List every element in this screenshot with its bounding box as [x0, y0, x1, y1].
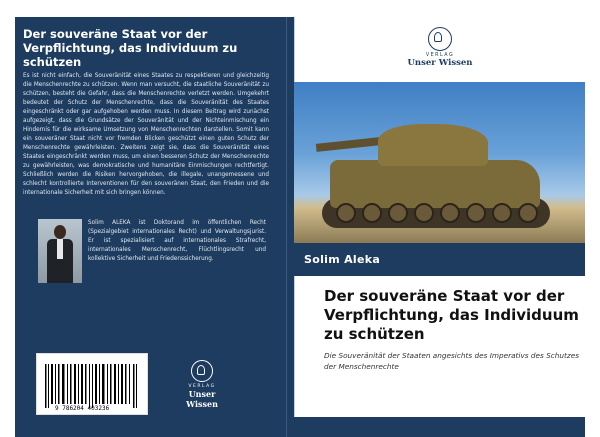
barcode-digits: 9 786204 403236 [55, 405, 110, 412]
tank-wheel [414, 203, 434, 223]
front-title: Der souveräne Staat vor der Verpflichtung, das Individuum zu schützen [324, 287, 579, 343]
publisher-logo-back [176, 360, 228, 408]
publisher-emblem-icon [191, 360, 213, 382]
tank-wheel [518, 203, 538, 223]
publisher-verlag-label: VERLAG [425, 53, 455, 58]
back-cover-blurb: Es ist nicht einfach, die Souveränität eines Staates zu respektieren und gleichzeitig die Menschenrechte zu schützen. Wenn man versucht, die staatliche Souveränität zu schützen, besteht die Gefahr, dass die Menschenrechte verletzt werden. Umgekehrt bedeutet der Schutz der Menschenrechte, dass die Souveränität des Staates eingeschränkt oder gar aufgehoben werden muss. In diesem Beitrag wird zunächst aufgezeigt, dass die Grundsätze der Souveränität und der Nichteinmischung ein Hindernis für die wirksame Umsetzung von Menschenrechten darstellen. Somit kann ein souveräner Staat nicht vor fremden Blicken geschützt einen guten Schutz der Menschenrechte gewährleisten. Zweitens zeigt sie, dass die Souveränität eines Staates eingeschränkt werden muss, um einen besseren Schutz der Menschenrechte zu gewährleisten, was demokratische und humanitäre Einmischungen rechtfertigt. Schließlich werden die Risiken hervorgehoben, die illegale, unangemessene und schlecht kontrollierte Interventionen für den souveränen Staat, den Frieden und die internationale Sicherheit mit sich bringen können. [23, 73, 269, 196]
publisher-name: Unser Wissen [186, 389, 218, 409]
author-bio: Solim ALEKA ist Doktorand im öffentlichen Recht (Spezialgebiet internationales Recht) und Verwaltungsjurist. Er ist spezialisiert auf internationales Strafrecht, internationales Menschenrecht, Flüchtlingsrecht und kollektive Sicherheit und Friedenssicherung. [88, 220, 266, 262]
tank-turret [378, 124, 488, 166]
tank-wheel [336, 203, 356, 223]
front-author: Solim Aleka [304, 253, 381, 266]
tank-wheel [440, 203, 460, 223]
tank-wheel [492, 203, 512, 223]
publisher-logo-front [405, 27, 475, 72]
back-cover-title: Der souveräne Staat vor der Verpflichtung, das Individuum zu schützen [23, 27, 238, 69]
tank-wheel [388, 203, 408, 223]
front-bottom-band [294, 417, 585, 437]
publisher-verlag-label: VERLAG [188, 384, 216, 389]
publisher-name: Unser Wissen [407, 58, 473, 68]
publisher-emblem-icon [428, 27, 452, 51]
author-photo [38, 219, 82, 283]
isbn-barcode [36, 353, 148, 415]
spine-divider [286, 17, 287, 437]
tank-hull [330, 160, 540, 208]
tank-wheel [466, 203, 486, 223]
tank-wheel [362, 203, 382, 223]
front-subtitle: Die Souveränität der Staaten angesichts des Imperativs des Schutzes der Menschenrechte [324, 351, 579, 371]
photo-head [54, 225, 66, 239]
photo-shirt [57, 239, 63, 259]
